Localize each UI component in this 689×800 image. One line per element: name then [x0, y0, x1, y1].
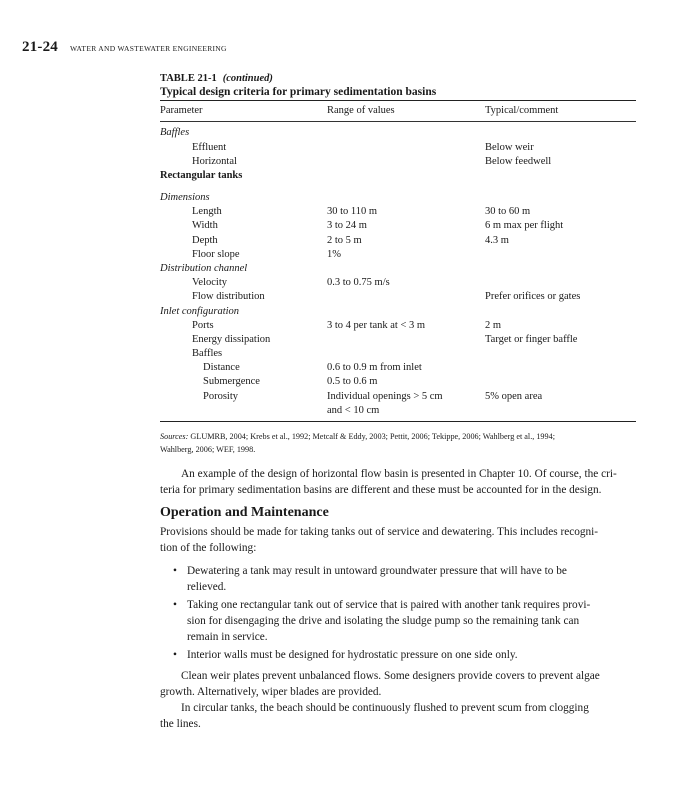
- row-energy-parameter: Energy dissipation: [192, 334, 271, 345]
- row-depth-typical: 4.3 m: [485, 235, 509, 246]
- clean-weir-paragraph: [160, 668, 637, 700]
- row-length-range: 30 to 110 m: [327, 206, 378, 217]
- circular-line2: the lines.: [160, 718, 201, 730]
- row-effluent-typical: Below weir: [485, 142, 534, 153]
- provisions-line2: tion of the following:: [160, 542, 257, 554]
- bullet-dot-icon: •: [173, 649, 177, 661]
- bullet-dot-icon: •: [173, 565, 177, 577]
- table-caption: [160, 72, 636, 99]
- row-distance-range: 0.6 to 0.9 m from inlet: [327, 362, 422, 373]
- row-porosity-typical: 5% open area: [485, 391, 543, 402]
- row-dimensions-section: Dimensions: [160, 192, 210, 203]
- row-width-typical: 6 m max per flight: [485, 220, 564, 231]
- clean-line1: Clean weir plates prevent unbalanced flows. Some designers provide covers to prevent algae: [181, 670, 600, 682]
- table-title: Typical design criteria for primary sedimentation basins: [160, 86, 437, 98]
- row-ports-typical: 2 m: [485, 320, 502, 331]
- row-distribution-section: Distribution channel: [160, 263, 248, 274]
- table-sources: [160, 431, 638, 456]
- bullet-item: [173, 647, 637, 663]
- row-porosity-range-line2: and < 10 cm: [327, 405, 380, 416]
- row-porosity-range-line1: Individual openings > 5 cm: [327, 391, 443, 402]
- row-flowdist-parameter: Flow distribution: [192, 291, 265, 302]
- row-ports-range: 3 to 4 per tank at < 3 m: [327, 320, 426, 331]
- bullet3-line1: Interior walls must be designed for hydrostatic pressure on one side only.: [187, 649, 518, 661]
- circular-line1: In circular tanks, the beach should be continuously flushed to prevent scum from clogging: [181, 702, 589, 714]
- provisions-line1: Provisions should be made for taking tanks out of service and dewatering. This includes recogni-: [160, 526, 599, 538]
- row-flowdist-typical: Prefer orifices or gates: [485, 291, 581, 302]
- page-number: 21-24: [22, 39, 58, 55]
- row-width-parameter: Width: [192, 220, 218, 231]
- bullet2-line3: remain in service.: [187, 631, 268, 643]
- row-porosity-parameter: Porosity: [203, 391, 239, 402]
- provisions-paragraph: [160, 524, 637, 556]
- table-label: TABLE 21-1: [160, 73, 217, 84]
- row-velocity-range: 0.3 to 0.75 m/s: [327, 277, 390, 288]
- table-top-rule: [160, 100, 636, 101]
- table-bottom-rule: [160, 421, 636, 422]
- row-depth-parameter: Depth: [192, 235, 218, 246]
- row-inlet-section: Inlet configuration: [160, 306, 240, 317]
- row-width-range: 3 to 24 m: [327, 220, 367, 231]
- row-submergence-parameter: Submergence: [203, 376, 260, 387]
- bullet2-line2: sion for disengaging the drive and isolating the sludge pump so the remaining tank can: [187, 615, 580, 627]
- sources-label: Sources:: [160, 432, 189, 441]
- sources-line2: Wahlberg, 2006; WEF, 1998.: [160, 444, 256, 454]
- row-ports-parameter: Ports: [192, 320, 214, 331]
- row-velocity-parameter: Velocity: [192, 277, 227, 288]
- row-length-parameter: Length: [192, 206, 222, 217]
- row-energy-typical: Target or finger baffle: [485, 334, 578, 345]
- column-header-parameter: Parameter: [160, 105, 203, 116]
- column-header-range: Range of values: [327, 105, 395, 116]
- intro-line2: teria for primary sedimentation basins are different and these must be accounted for in the design.: [160, 484, 602, 496]
- row-submergence-range: 0.5 to 0.6 m: [327, 376, 378, 387]
- column-header-typical: Typical/comment: [485, 105, 559, 116]
- row-floor-range: 1%: [327, 249, 341, 260]
- bullet-dot-icon: •: [173, 599, 177, 611]
- sources-line1: GLUMRB, 2004; Krebs et al., 1992; Metcalf & Eddy, 2003; Pettit, 2006; Tekippe, 2006; Wahlberg et al., 1994;: [190, 432, 555, 441]
- intro-paragraph: [160, 466, 637, 498]
- bullet-item: [173, 597, 637, 645]
- row-length-typical: 30 to 60 m: [485, 206, 531, 217]
- row-baffles-section: Baffles: [160, 127, 190, 138]
- table-continued: (continued): [222, 73, 273, 84]
- row-effluent-parameter: Effluent: [192, 142, 227, 153]
- intro-line1: An example of the design of horizontal flow basin is presented in Chapter 10. Of course, the cri-: [181, 468, 617, 480]
- row-depth-range: 2 to 5 m: [327, 235, 362, 246]
- bullet1-line2: relieved.: [187, 581, 227, 593]
- table-header-rule: [160, 121, 636, 122]
- bullet1-line1: Dewatering a tank may result in untoward groundwater pressure that will have to be: [187, 565, 567, 577]
- bullet2-line1: Taking one rectangular tank out of service that is paired with another tank requires provi-: [187, 599, 591, 611]
- running-title: WATER AND WASTEWATER ENGINEERING: [70, 44, 227, 53]
- clean-line2: growth. Alternatively, wiper blades are provided.: [160, 686, 382, 698]
- row-horizontal-parameter: Horizontal: [192, 156, 237, 167]
- bullet-item: [173, 563, 637, 595]
- row-horizontal-typical: Below feedwell: [485, 156, 552, 167]
- running-head: [22, 38, 227, 56]
- row-floor-parameter: Floor slope: [192, 249, 240, 260]
- circular-paragraph: [160, 700, 637, 732]
- row-distance-parameter: Distance: [203, 362, 240, 373]
- row-baffles2-parameter: Baffles: [192, 348, 223, 359]
- section-heading: Operation and Maintenance: [160, 505, 329, 520]
- row-rectangular-section: Rectangular tanks: [160, 170, 243, 181]
